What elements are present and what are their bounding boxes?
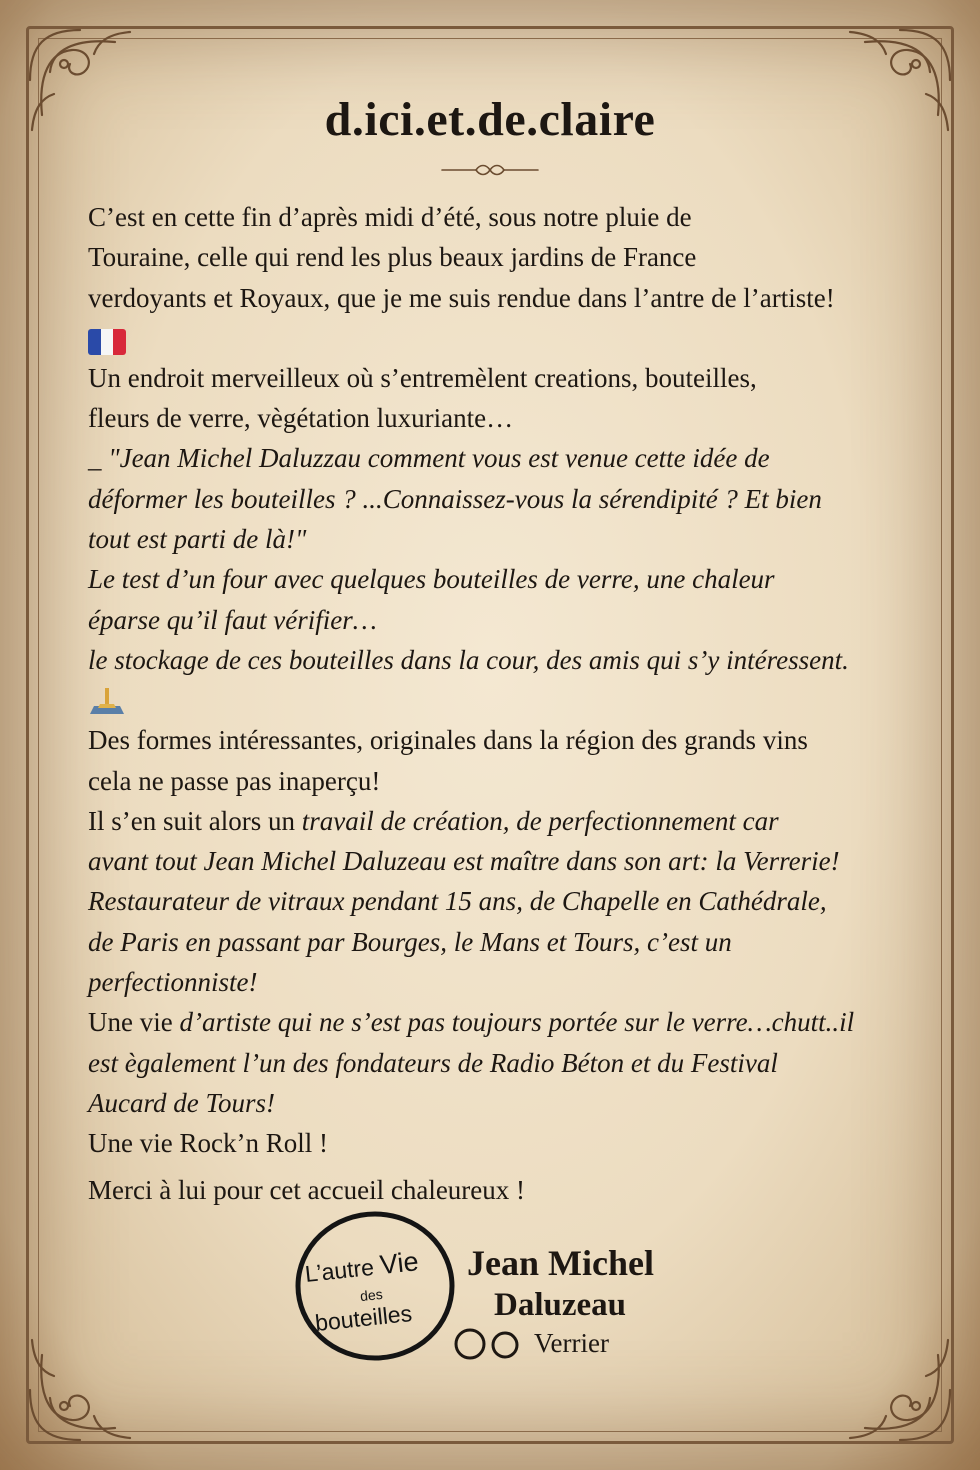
signature-role: Verrier bbox=[534, 1328, 609, 1358]
text-line: déformer les bouteilles ? ...Connaissez-vous la sérendipité ? Et bien bbox=[88, 483, 822, 514]
logo-text bbox=[295, 1210, 457, 1362]
text-line: verdoyants et Royaux, que je me suis rendue dans l’antre de l’artiste! bbox=[88, 282, 835, 313]
logo-line-1 bbox=[303, 1246, 420, 1289]
flag-stripe-white bbox=[101, 329, 114, 355]
text-line: fleurs de verre, vègétation luxuriante… bbox=[88, 403, 514, 434]
logo-word: L’autre bbox=[303, 1253, 382, 1287]
text-line: Le test d’un four avec quelques bouteilles de verre, une chaleur bbox=[88, 564, 775, 595]
text-line: est ègalement l’un des fondateurs de Radio Béton et du Festival bbox=[88, 1047, 778, 1078]
trophy-icon bbox=[88, 686, 126, 716]
text-segment: d’artiste qui ne s’est pas toujours portée sur le verre…chutt..il bbox=[179, 1007, 855, 1038]
text-line: avant tout Jean Michel Daluzeau est maître dans son art: la Verrerie! bbox=[88, 846, 840, 877]
flag-stripe-blue bbox=[88, 329, 101, 355]
logo-line-2: des bbox=[359, 1285, 384, 1305]
text-line: le stockage de ces bouteilles dans la cour, des amis qui s’y intéressent. bbox=[88, 644, 849, 675]
text-line: cela ne passe pas inaperçu! bbox=[88, 765, 381, 796]
text-line: Touraine, celle qui rend les plus beaux jardins de France bbox=[88, 242, 697, 273]
text-line: Un endroit merveilleux où s’entremèlent creations, bouteilles, bbox=[88, 362, 757, 393]
page-title: d.ici.et.de.claire bbox=[324, 93, 656, 146]
text-line: Une vie Rock’n Roll ! bbox=[88, 1128, 328, 1159]
text-line bbox=[88, 801, 938, 841]
text-line: perfectionniste! bbox=[88, 967, 258, 998]
text-line bbox=[88, 438, 938, 478]
text-line: C’est en cette fin d’après midi d’été, sous notre pluie de bbox=[88, 202, 692, 232]
text-line: Restaurateur de vitraux pendant 15 ans, de Chapelle en Cathédrale, bbox=[88, 886, 827, 917]
logo-line-3: bouteilles bbox=[313, 1299, 414, 1337]
emoji-row bbox=[88, 318, 938, 358]
article-body bbox=[88, 197, 938, 1210]
text-line: Aucard de Tours! bbox=[88, 1087, 276, 1118]
corner-ornament-bottom-left bbox=[20, 1330, 140, 1450]
text-line bbox=[88, 1002, 938, 1042]
title-divider-ornament bbox=[440, 160, 540, 180]
signature-name-first: Jean Michel bbox=[467, 1243, 654, 1283]
text-segment: Il s’en suit alors un bbox=[88, 805, 302, 836]
dash: _ bbox=[88, 443, 109, 474]
emoji-row bbox=[88, 680, 938, 720]
quote-text: "Jean Michel Daluzzau comment vous est venue cette idée de bbox=[108, 443, 770, 474]
text-line: éparse qu’il faut vérifier… bbox=[88, 604, 377, 635]
logo bbox=[295, 1210, 457, 1362]
flag-stripe-red bbox=[113, 329, 126, 355]
rings-icon bbox=[453, 1326, 523, 1362]
text-line: Merci à lui pour cet accueil chaleureux ! bbox=[88, 1174, 526, 1205]
corner-ornament-bottom-right bbox=[840, 1330, 960, 1450]
signature-name-last: Daluzeau bbox=[494, 1287, 626, 1323]
text-line: de Paris en passant par Bourges, le Mans et Tours, c’est un bbox=[88, 926, 732, 957]
french-flag-icon bbox=[88, 329, 126, 355]
text-segment: travail de création, de perfectionnement car bbox=[301, 805, 779, 836]
text-line: tout est parti de là!" bbox=[88, 524, 307, 555]
text-line: Des formes intéressantes, originales dans la région des grands vins bbox=[88, 725, 808, 756]
logo-word: Vie bbox=[378, 1246, 420, 1281]
text-segment: Une vie bbox=[88, 1007, 180, 1038]
